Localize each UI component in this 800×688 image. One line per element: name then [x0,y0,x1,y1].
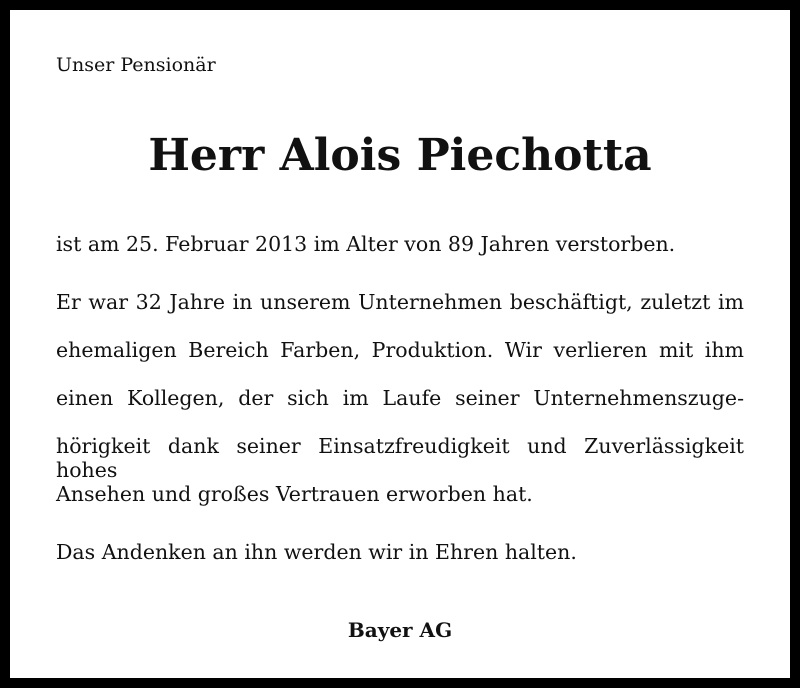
deceased-name: Herr Alois Piechotta [148,130,652,181]
paragraph-line: ehemaligen Bereich Farben, Produktion. Wir verlieren mit ihm [56,338,744,362]
paragraph-line: einen Kollegen, der sich im Laufe seiner Unternehmenszuge- [56,386,744,410]
closing-line: Das Andenken an ihn werden wir in Ehren halten. [56,540,577,564]
paragraph-line: Ansehen und großes Vertrauen erworben hat. [56,482,533,506]
paragraph-line: Er war 32 Jahre in unserem Unternehmen beschäftigt, zuletzt im [56,290,744,314]
signature: Bayer AG [347,618,453,642]
death-line: ist am 25. Februar 2013 im Alter von 89 Jahren verstorben. [56,232,676,256]
obituary-notice [10,10,790,678]
intro-text: Unser Pensionär [56,54,216,76]
paragraph-line: hörigkeit dank seiner Einsatzfreudigkeit und Zuverlässigkeit hohes [56,434,744,482]
